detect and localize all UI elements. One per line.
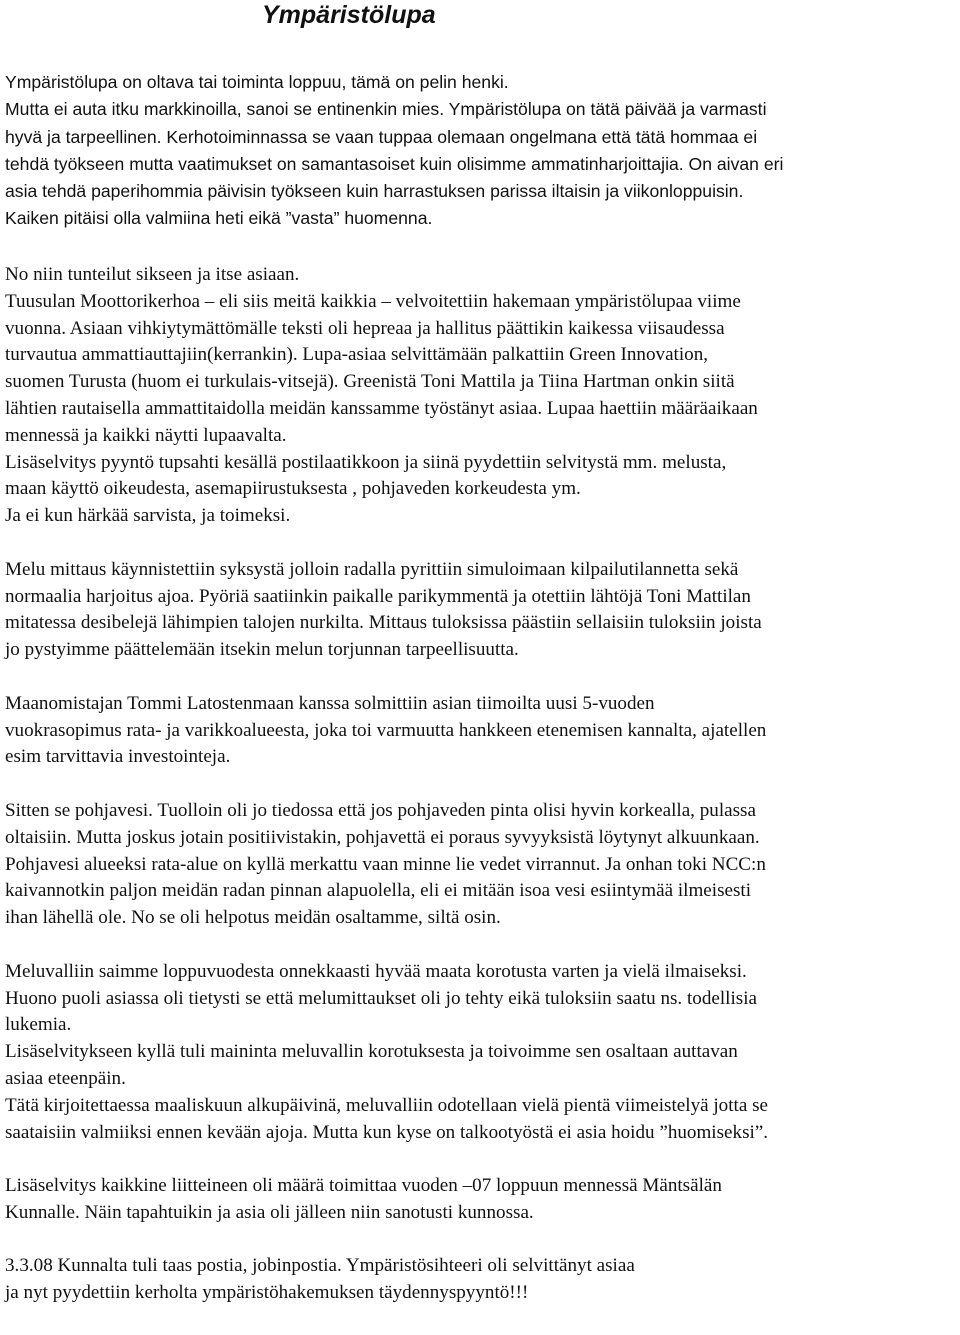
text-line: tehdä työkseen mutta vaatimukset on samantasoiset kuin olisimme ammatinharjoittajia. On aivan eri	[5, 153, 784, 174]
text-line: asiaa eteenpäin.	[5, 1067, 126, 1089]
paragraph-submission	[5, 1173, 957, 1227]
text-line: esim tarvittavia investointeja.	[5, 746, 231, 768]
text-line: ja nyt pyydettiin kerholta ympäristöhakemuksen täydennyspyyntö!!!	[5, 1282, 529, 1304]
text-line: Melu mittaus käynnistettiin syksystä jolloin radalla pyrittiin simuloimaan kilpailutilannetta sekä	[5, 558, 739, 580]
text-line: suomen Turusta (huom ei turkulais-vitsejä). Greenistä Toni Mattila ja Tiina Hartman onkin siitä	[5, 371, 735, 393]
text-line: No niin tunteilut sikseen ja itse asiaan.	[5, 264, 300, 285]
text-line: Lisäselvitys kaikkine liitteineen oli määrä toimittaa vuoden –07 loppuun mennessä Mäntsälän	[5, 1175, 722, 1197]
text-line: Kaiken pitäisi olla valmiina heti eikä ”vasta” huomenna.	[5, 208, 433, 229]
text-line: Sitten se pohjavesi. Tuolloin oli jo tiedossa että jos pohjaveden pinta olisi hyvin korkealla, pulassa	[5, 799, 756, 821]
text-line: mennessä ja kaikki näytti lupaavalta.	[5, 424, 287, 446]
text-line: Huono puoli asiassa oli tietysti se että melumittaukset oli jo tehty eikä tuloksiin saatu ns. todellisia	[5, 987, 757, 1009]
text-line: Lisäselvitys pyyntö tupsahti kesällä postilaatikkoon ja siinä pyydettiin selvitystä mm. melusta,	[5, 451, 727, 473]
text-line: turvautua ammattiauttajiin(kerrankin). Lupa-asiaa selvittämään palkattiin Green Innovation,	[5, 344, 709, 366]
paragraph-lease	[5, 691, 957, 771]
paragraph-groundwater	[5, 798, 957, 932]
text-line: hyvä ja tarpeellinen. Kerhotoiminnassa se vaan tuppaa olemaan ongelmana että tätä hommaa ei	[5, 126, 758, 147]
text-line: Tuusulan Moottorikerhoa – eli siis meitä kaikkia – velvoitettiin hakemaan ympäristölupaa viime	[5, 290, 741, 312]
text-line: saataisiin valmiiksi ennen kevään ajoja. Mutta kun kyse on talkootyöstä ei asia hoidu ”huomiseksi”.	[5, 1121, 769, 1143]
body-text	[5, 262, 957, 1307]
text-line: normaalia harjoitus ajoa. Pyöriä saatiinkin paikalle parikymmentä ja otettiin lähtöjä Toni Mattilan	[5, 585, 751, 607]
text-line: lukemia.	[5, 1014, 72, 1036]
text-line: maan käyttö oikeudesta, asemapiirustuksesta , pohjaveden korkeudesta ym.	[5, 478, 581, 500]
text-line: asia tehdä paperihommia päivisin työkseen kuin harrastuksen parissa iltaisin ja viikonloppuisin.	[5, 181, 744, 202]
paragraph-application	[5, 262, 957, 530]
text-line: ihan lähellä ole. No se oli helpotus meidän osaltamme, siltä osin.	[5, 907, 501, 929]
text-line: lähtien rautaisella ammattitaidolla meidän kanssamme työstänyt asiaa. Lupaa haettiin määräaikaan	[5, 397, 758, 419]
text-line: Tätä kirjoitettaessa maaliskuun alkupäivinä, meluvalliin odotellaan vielä pientä viimeistelyä jotta se	[5, 1094, 768, 1116]
paragraph-gap	[5, 1146, 957, 1173]
paragraph-gap	[5, 664, 957, 691]
text-line: Pohjavesi alueeksi rata-alue on kyllä merkattu vaan minne lie vedet virrannut. Ja onhan toki NCC:n	[5, 853, 766, 875]
paragraph-gap	[5, 1227, 957, 1254]
text-line: vuonna. Asiaan vihkiytymättömälle teksti oli hepreaa ja hallitus päättikin kaikessa viisaudessa	[5, 317, 725, 339]
text-line: Kunnalle. Näin tapahtuikin ja asia oli jälleen niin sanotusti kunnossa.	[5, 1201, 534, 1223]
intro-paragraph	[5, 69, 957, 233]
paragraph-gap	[5, 932, 957, 959]
paragraph-gap	[5, 771, 957, 798]
text-line: Meluvalliin saimme loppuvuodesta onnekkaasti hyvää maata korotusta varten ja vielä ilmaiseksi.	[5, 960, 747, 982]
text-line: oltaisiin. Mutta joskus jotain positiivistakin, pohjavettä ei poraus syvyyksistä löytynyt alkuunkaan.	[5, 826, 760, 848]
text-line: mitatessa desibelejä lähimpien talojen nurkilta. Mittaus tuloksissa päästiin sellaisiin tuloksiin joista	[5, 612, 762, 634]
text-line: Ja ei kun härkää sarvista, ja toimeksi.	[5, 505, 291, 527]
text-line: vuokrasopimus rata- ja varikkoalueesta, joka toi varmuutta hankkeen etenemisen kannalta, ajatellen	[5, 719, 767, 741]
paragraph-latest-news	[5, 1253, 957, 1307]
page-title: Ympäristölupa	[262, 1, 436, 29]
text-line: Maanomistajan Tommi Latostenmaan kanssa solmittiin asian tiimoilta uusi 5-vuoden	[5, 692, 655, 714]
paragraph-noise-measurement	[5, 557, 957, 664]
paragraph-gap	[5, 530, 957, 557]
text-line: kaivannotkin paljon meidän radan pinnan alapuolella, eli ei mitään isoa vesi esiintymää ilmeisesti	[5, 880, 752, 902]
text-line: 3.3.08 Kunnalta tuli taas postia, jobinpostia. Ympäristösihteeri oli selvittänyt asiaa	[5, 1255, 635, 1277]
paragraph-noise-barrier	[5, 959, 957, 1147]
text-line: Lisäselvitykseen kyllä tuli maininta meluvallin korotuksesta ja toivoimme sen osaltaan auttavan	[5, 1041, 738, 1063]
text-line: Mutta ei auta itku markkinoilla, sanoi se entinenkin mies. Ympäristölupa on tätä päivää ja varmasti	[5, 99, 767, 120]
text-line: jo pystyimme päättelemään itsekin melun torjunnan tarpeellisuutta.	[5, 639, 519, 661]
text-line: Ympäristölupa on oltava tai toiminta loppuu, tämä on pelin henki.	[5, 72, 509, 92]
